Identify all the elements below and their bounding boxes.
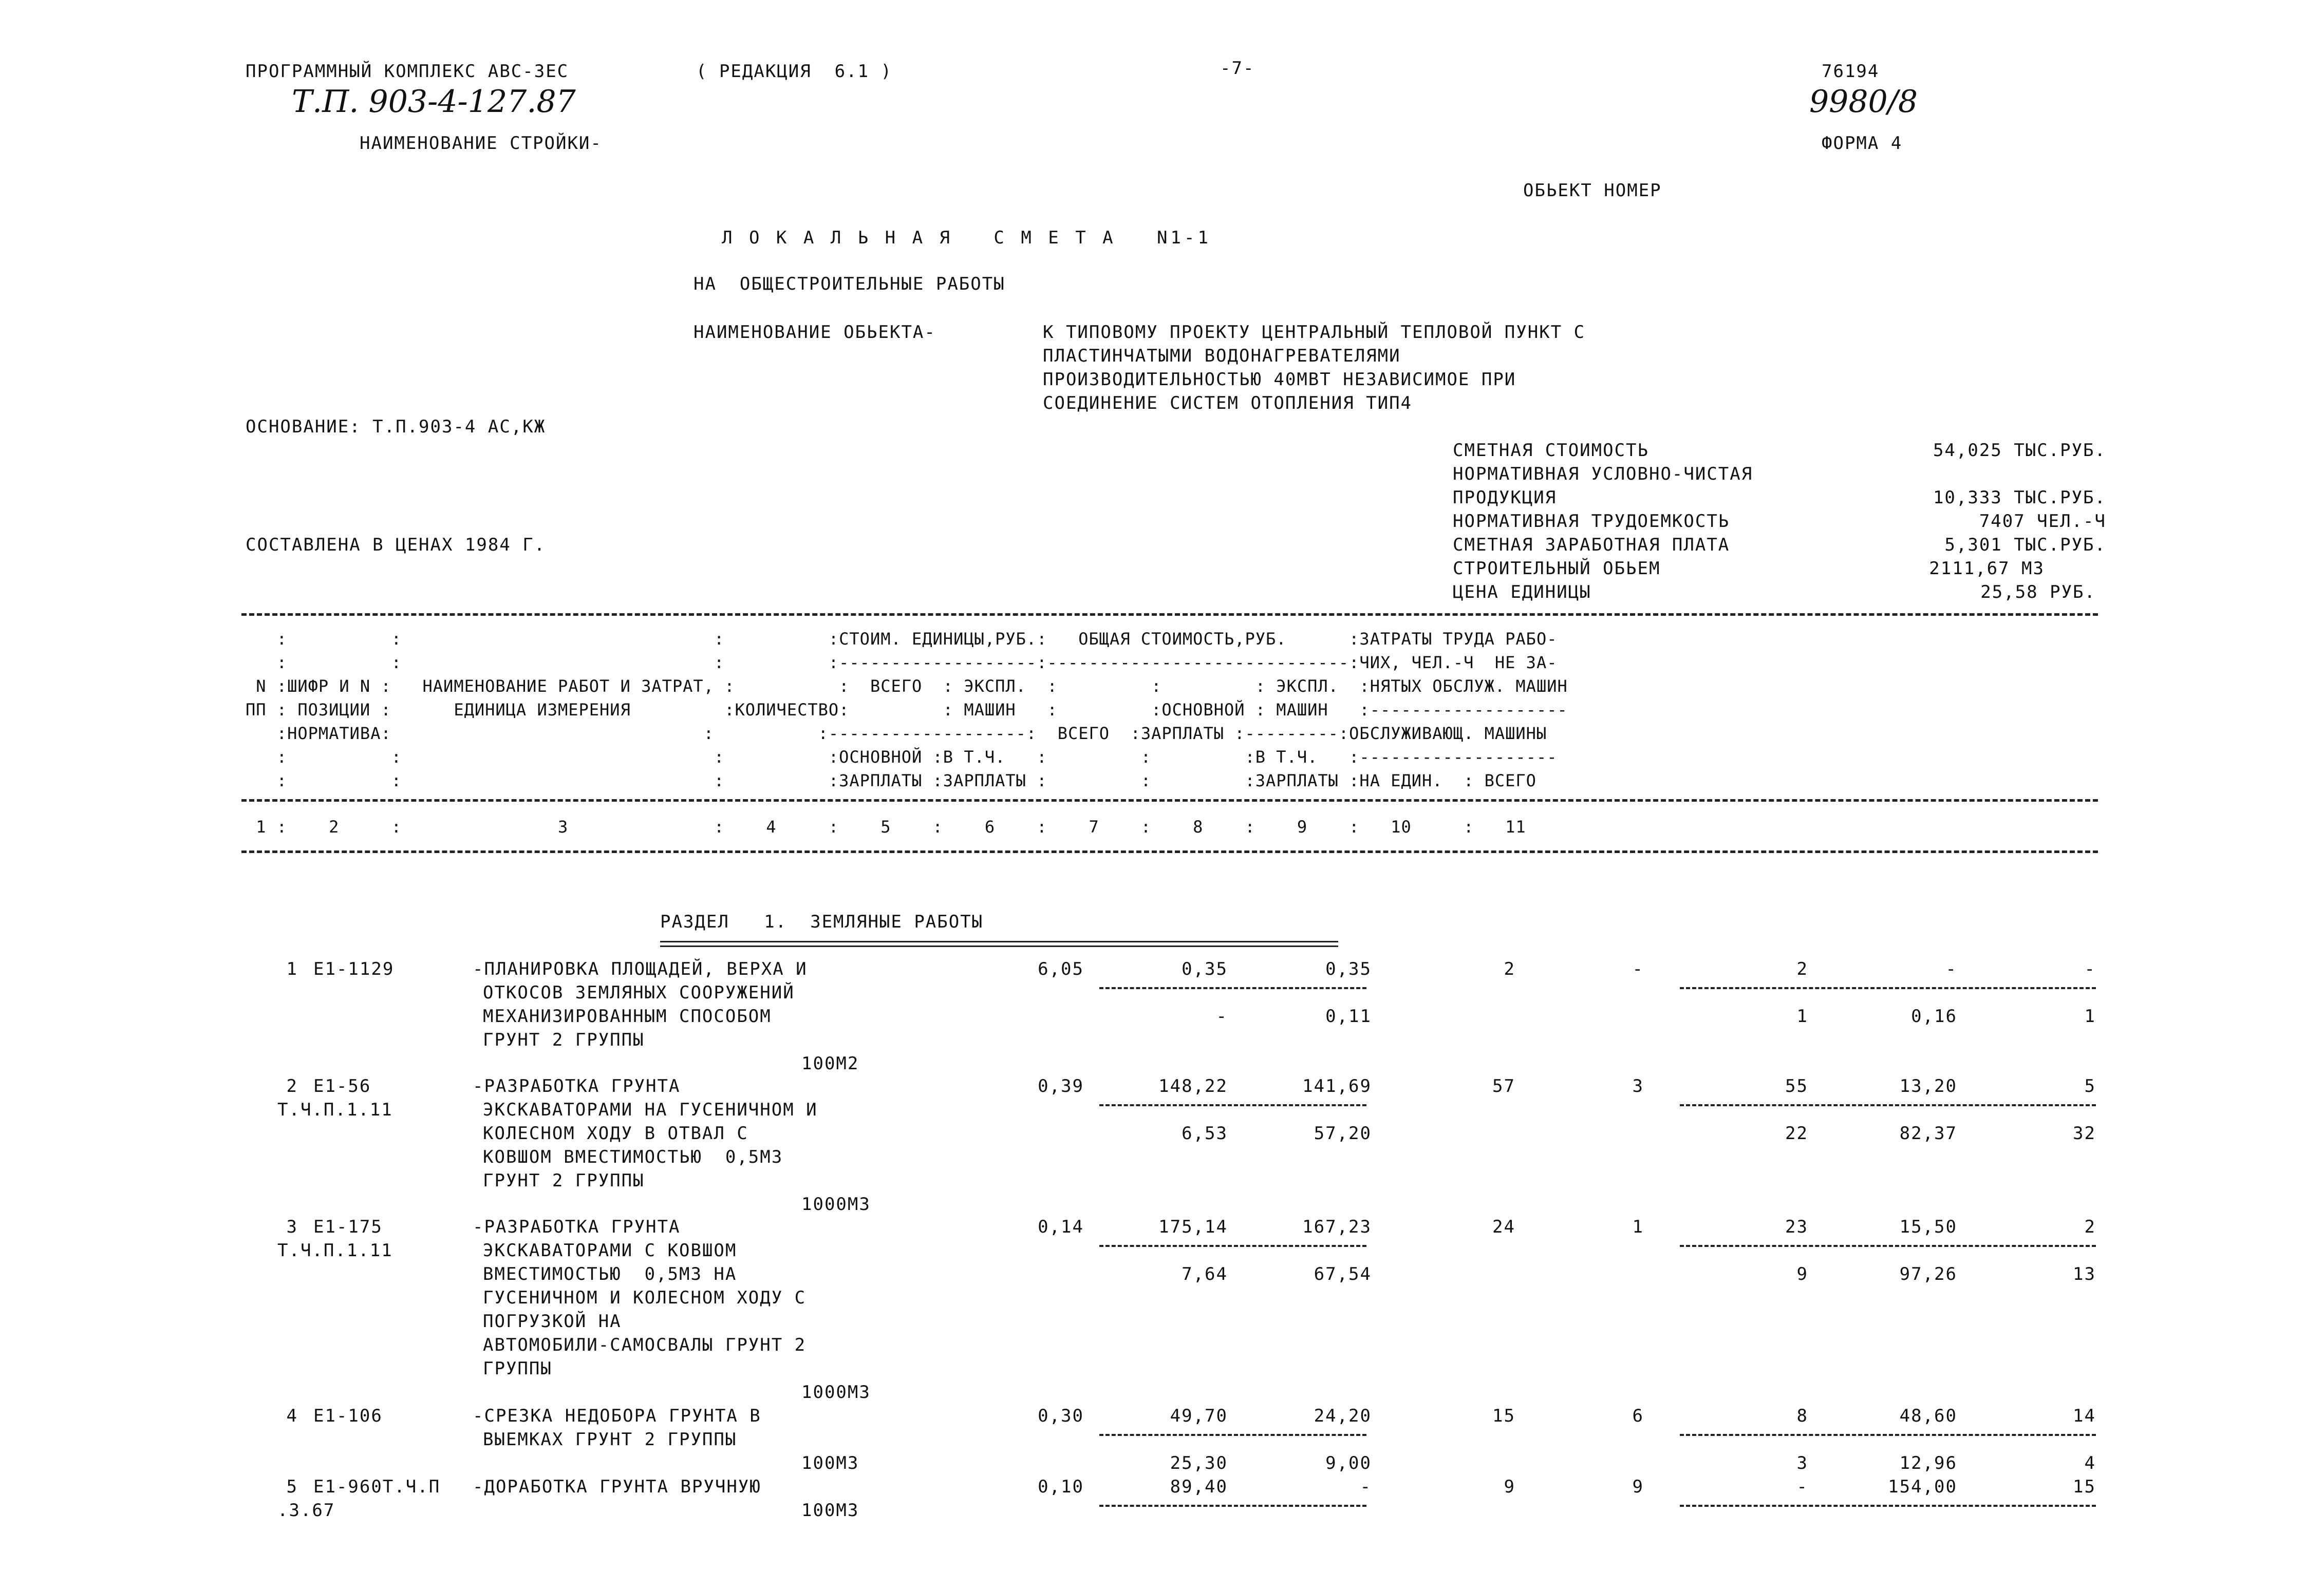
- basis-label: ОСНОВАНИЕ: Т.П.903-4 АС,КЖ: [246, 417, 546, 437]
- row-name: -РАЗРАБОТКА ГРУНТА: [473, 1217, 681, 1237]
- row-code: Т.Ч.П.1.11: [277, 1240, 393, 1261]
- row-name: ГРУППЫ: [483, 1358, 552, 1379]
- row-machine-total: 8: [1796, 1406, 1808, 1426]
- row-name: -СРЕЗКА НЕДОБОРА ГРУНТА В: [473, 1406, 761, 1426]
- row-divider: [1680, 1505, 2096, 1507]
- row-unit-cost: 49,70: [1170, 1406, 1228, 1426]
- row-number: 3: [286, 1217, 298, 1237]
- object-line-3: ПРОИЗВОДИТЕЛЬНОСТЬЮ 40МВТ НЕЗАВИСИМОЕ ПРИ: [1043, 369, 1516, 390]
- row-machine-total: 23: [1785, 1217, 1808, 1237]
- row-labor-unit: 15,50: [1899, 1217, 1957, 1237]
- row-unit-cost: 89,40: [1170, 1477, 1228, 1497]
- row-base-salary: 6: [1632, 1406, 1644, 1426]
- summary-value: 25,58 РУБ.: [1980, 582, 2096, 602]
- row-name: ПОГРУЗКОЙ НА: [483, 1311, 622, 1332]
- row-machine-cost: 167,23: [1302, 1217, 1372, 1237]
- row-labor-total: 2: [2084, 1217, 2096, 1237]
- row-machine-salary-total: 1: [1796, 1006, 1808, 1027]
- estimate-subtitle: НА ОБЩЕСТРОИТЕЛЬНЫЕ РАБОТЫ: [694, 274, 1005, 294]
- row-salary-unit: 6,53: [1182, 1123, 1228, 1144]
- row-name: ГРУНТ 2 ГРУППЫ: [483, 1030, 645, 1050]
- row-unit-cost: 175,14: [1158, 1217, 1228, 1237]
- row-total: 9: [1504, 1477, 1515, 1497]
- table-header-line: N :ШИФР И N : НАИМЕНОВАНИЕ РАБОТ И ЗАТРАТ, : : ВСЕГО : ЭКСПЛ. : : : ЭКСПЛ. :НЯТЫХ ОБСЛУЖ. МАШИН: [246, 676, 1568, 696]
- row-code: Т.Ч.П.1.11: [277, 1100, 393, 1120]
- row-salary-unit: 7,64: [1182, 1264, 1228, 1284]
- row-service-total: 13: [2073, 1264, 2096, 1284]
- row-labor-total: 5: [2084, 1076, 2096, 1096]
- row-labor-unit: 48,60: [1899, 1406, 1957, 1426]
- row-machine-cost: -: [1360, 1477, 1372, 1497]
- handwritten-tp-number: Т.П. 903-4-127.87: [292, 84, 576, 120]
- row-machine-cost: 141,69: [1302, 1076, 1372, 1096]
- row-divider: [1680, 1245, 2096, 1247]
- row-machine-total: -: [1796, 1477, 1808, 1497]
- summary-label: СМЕТНАЯ СТОИМОСТЬ: [1453, 440, 1649, 461]
- row-service-total: 4: [2084, 1453, 2096, 1473]
- row-service-unit: 82,37: [1899, 1123, 1957, 1144]
- row-divider: [1099, 1505, 1366, 1507]
- row-code: Е1-56: [313, 1076, 371, 1096]
- row-quantity: 0,14: [1038, 1217, 1084, 1237]
- row-quantity: 0,10: [1038, 1477, 1084, 1497]
- table-header-line: : : : :ЗАРПЛАТЫ :ЗАРПЛАТЫ : : :ЗАРПЛАТЫ :НА ЕДИН. : ВСЕГО: [246, 771, 1536, 790]
- row-labor-unit: 13,20: [1899, 1076, 1957, 1096]
- row-total: 57: [1492, 1076, 1515, 1096]
- row-divider: [1680, 987, 2096, 989]
- row-labor-unit: 154,00: [1888, 1477, 1957, 1497]
- row-divider: [1680, 1434, 2096, 1436]
- row-name: -ПЛАНИРОВКА ПЛОЩАДЕЙ, ВЕРХА И: [473, 959, 808, 979]
- row-name: ВМЕСТИМОСТЬЮ 0,5М3 НА: [483, 1264, 737, 1284]
- row-name: МЕХАНИЗИРОВАННЫМ СПОСОБОМ: [483, 1006, 772, 1027]
- row-name: -РАЗРАБОТКА ГРУНТА: [473, 1076, 681, 1096]
- row-base-salary: 9: [1632, 1477, 1644, 1497]
- row-base-salary: 3: [1632, 1076, 1644, 1096]
- row-unit: 100М2: [801, 1053, 859, 1074]
- row-service-total: 1: [2084, 1006, 2096, 1027]
- row-machine-salary: 67,54: [1314, 1264, 1372, 1284]
- row-service-unit: 97,26: [1899, 1264, 1957, 1284]
- row-name: ГУСЕНИЧНОМ И КОЛЕСНОМ ХОДУ С: [483, 1288, 807, 1308]
- section-title: РАЗДЕЛ 1. ЗЕМЛЯНЫЕ РАБОТЫ: [660, 912, 984, 932]
- table-header-line: : : : :СТОИМ. ЕДИНИЦЫ,РУБ.: ОБЩАЯ СТОИМОСТЬ,РУБ. :ЗАТРАТЫ ТРУДА РАБО-: [246, 629, 1558, 649]
- row-name: -ДОРАБОТКА ГРУНТА ВРУЧНУЮ: [473, 1477, 761, 1497]
- summary-value: 7407 ЧЕЛ.-Ч: [1979, 511, 2106, 532]
- row-machine-salary: 57,20: [1314, 1123, 1372, 1144]
- row-number: 2: [286, 1076, 298, 1096]
- row-salary-unit: -: [1216, 1006, 1228, 1027]
- row-labor-total: -: [2084, 959, 2096, 979]
- column-numbers: 1 : 2 : 3 : 4 : 5 : 6 : 7 : 8 : 9 : 10 : 11: [246, 817, 1526, 837]
- row-salary-unit: 25,30: [1170, 1453, 1228, 1473]
- form-label: ФОРМА 4: [1822, 133, 1903, 154]
- table-header-line: :НОРМАТИВА: : :-------------------: ВСЕГО :ЗАРПЛАТЫ :---------:ОБСЛУЖИВАЮЩ. МАШИНЫ: [246, 724, 1547, 743]
- row-unit: 100М3: [801, 1500, 859, 1521]
- row-total: 15: [1492, 1406, 1515, 1426]
- row-name: ВЫЕМКАХ ГРУНТ 2 ГРУППЫ: [483, 1429, 737, 1450]
- summary-label: ПРОДУКЦИЯ: [1453, 487, 1557, 508]
- document-number: 76194: [1822, 61, 1880, 82]
- program-name: ПРОГРАММНЫЙ КОМПЛЕКС АВС-3ЕС: [246, 61, 569, 82]
- row-unit: 1000М3: [801, 1382, 871, 1403]
- table-header-line: ПП : ПОЗИЦИИ : ЕДИНИЦА ИЗМЕРЕНИЯ :КОЛИЧЕСТВО: : МАШИН : :ОСНОВНОЙ : МАШИН :-------------------: [246, 700, 1568, 720]
- estimate-title: Л О К А Л Ь Н А Я С М Е Т А N1-1: [722, 228, 1211, 248]
- summary-label: ЦЕНА ЕДИНИЦЫ: [1453, 582, 1591, 602]
- row-service-unit: 12,96: [1899, 1453, 1957, 1473]
- row-name: ЭКСКАВАТОРАМИ С КОВШОМ: [483, 1240, 737, 1261]
- row-machine-salary: 9,00: [1325, 1453, 1372, 1473]
- row-unit: 100М3: [801, 1453, 859, 1473]
- row-divider: [1099, 1245, 1366, 1247]
- row-number: 4: [286, 1406, 298, 1426]
- row-machine-cost: 24,20: [1314, 1406, 1372, 1426]
- construction-name-label: НАИМЕНОВАНИЕ СТРОЙКИ-: [360, 133, 602, 154]
- table-top-rule: [241, 613, 2098, 616]
- row-labor-unit: -: [1945, 959, 1957, 979]
- row-code: Е1-175: [313, 1217, 383, 1237]
- object-line-2: ПЛАСТИНЧАТЫМИ ВОДОНАГРЕВАТЕЛЯМИ: [1043, 346, 1401, 366]
- row-total: 24: [1492, 1217, 1515, 1237]
- row-machine-salary-total: 9: [1796, 1264, 1808, 1284]
- row-code: Е1-1129: [313, 959, 395, 979]
- row-name: ОТКОСОВ ЗЕМЛЯНЫХ СООРУЖЕНИЙ: [483, 982, 795, 1003]
- row-unit: 1000М3: [801, 1194, 871, 1215]
- row-divider: [1099, 1434, 1366, 1436]
- row-machine-salary: 0,11: [1325, 1006, 1372, 1027]
- object-number-label: ОБЬЕКТ НОМЕР: [1523, 180, 1662, 201]
- row-machine-total: 55: [1785, 1076, 1808, 1096]
- row-quantity: 0,30: [1038, 1406, 1084, 1426]
- row-name: КОЛЕСНОМ ХОДУ В ОТВАЛ С: [483, 1123, 748, 1144]
- row-number: 1: [286, 959, 298, 979]
- row-code: .3.67: [277, 1500, 335, 1521]
- row-code: Е1-960Т.Ч.П: [313, 1477, 441, 1497]
- summary-label: НОРМАТИВНАЯ УСЛОВНО-ЧИСТАЯ: [1453, 464, 1753, 484]
- row-service-unit: 0,16: [1911, 1006, 1957, 1027]
- row-number: 5: [286, 1477, 298, 1497]
- summary-value: 5,301 ТЫС.РУБ.: [1944, 535, 2106, 555]
- table-header-rule: [241, 799, 2098, 802]
- row-code: Е1-106: [313, 1406, 383, 1426]
- row-unit-cost: 0,35: [1182, 959, 1228, 979]
- row-name: ЭКСКАВАТОРАМИ НА ГУСЕНИЧНОМ И: [483, 1100, 818, 1120]
- row-unit-cost: 148,22: [1158, 1076, 1228, 1096]
- row-machine-cost: 0,35: [1325, 959, 1372, 979]
- row-divider: [1680, 1104, 2096, 1106]
- summary-value: 2111,67 М3: [1929, 558, 2045, 579]
- object-label: НАИМЕНОВАНИЕ ОБЬЕКТА-: [694, 322, 936, 343]
- row-divider: [1099, 1104, 1366, 1106]
- row-name: ГРУНТ 2 ГРУППЫ: [483, 1170, 645, 1191]
- row-service-total: 32: [2073, 1123, 2096, 1144]
- handwritten-reference: 9980/8: [1809, 84, 1918, 120]
- row-labor-total: 15: [2073, 1477, 2096, 1497]
- object-line-4: СОЕДИНЕНИЕ СИСТЕМ ОТОПЛЕНИЯ ТИП4: [1043, 393, 1413, 413]
- row-divider: [1099, 987, 1366, 989]
- summary-value: 54,025 ТЫС.РУБ.: [1933, 440, 2106, 461]
- row-base-salary: 1: [1632, 1217, 1644, 1237]
- section-underline: [660, 941, 1338, 947]
- column-numbers-rule: [241, 850, 2098, 853]
- edition: ( РЕДАКЦИЯ 6.1 ): [696, 61, 892, 82]
- row-labor-total: 14: [2073, 1406, 2096, 1426]
- row-name: АВТОМОБИЛИ-САМОСВАЛЫ ГРУНТ 2: [483, 1335, 807, 1355]
- row-machine-total: 2: [1796, 959, 1808, 979]
- summary-value: 10,333 ТЫС.РУБ.: [1933, 487, 2106, 508]
- row-quantity: 6,05: [1038, 959, 1084, 979]
- summary-label: СМЕТНАЯ ЗАРАБОТНАЯ ПЛАТА: [1453, 535, 1730, 555]
- row-machine-salary-total: 22: [1785, 1123, 1808, 1144]
- row-quantity: 0,39: [1038, 1076, 1084, 1096]
- row-total: 2: [1504, 959, 1515, 979]
- summary-label: СТРОИТЕЛЬНЫЙ ОБЬЕМ: [1453, 558, 1661, 579]
- table-header-line: : : : :ОСНОВНОЙ :В Т.Ч. : : :В Т.Ч. :-------------------: [246, 747, 1558, 767]
- object-line-1: К ТИПОВОМУ ПРОЕКТУ ЦЕНТРАЛЬНЫЙ ТЕПЛОВОЙ ПУНКТ С: [1043, 322, 1586, 343]
- page-number: -7-: [1220, 58, 1255, 79]
- row-base-salary: -: [1632, 959, 1644, 979]
- row-machine-salary-total: 3: [1796, 1453, 1808, 1473]
- table-header-line: : : : :-------------------:-----------------------------:ЧИХ, ЧЕЛ.-Ч НЕ ЗА-: [246, 653, 1558, 672]
- prices-label: СОСТАВЛЕНА В ЦЕНАХ 1984 Г.: [246, 535, 546, 555]
- summary-label: НОРМАТИВНАЯ ТРУДОЕМКОСТЬ: [1453, 511, 1730, 532]
- row-name: КОВШОМ ВМЕСТИМОСТЬЮ 0,5М3: [483, 1147, 783, 1167]
